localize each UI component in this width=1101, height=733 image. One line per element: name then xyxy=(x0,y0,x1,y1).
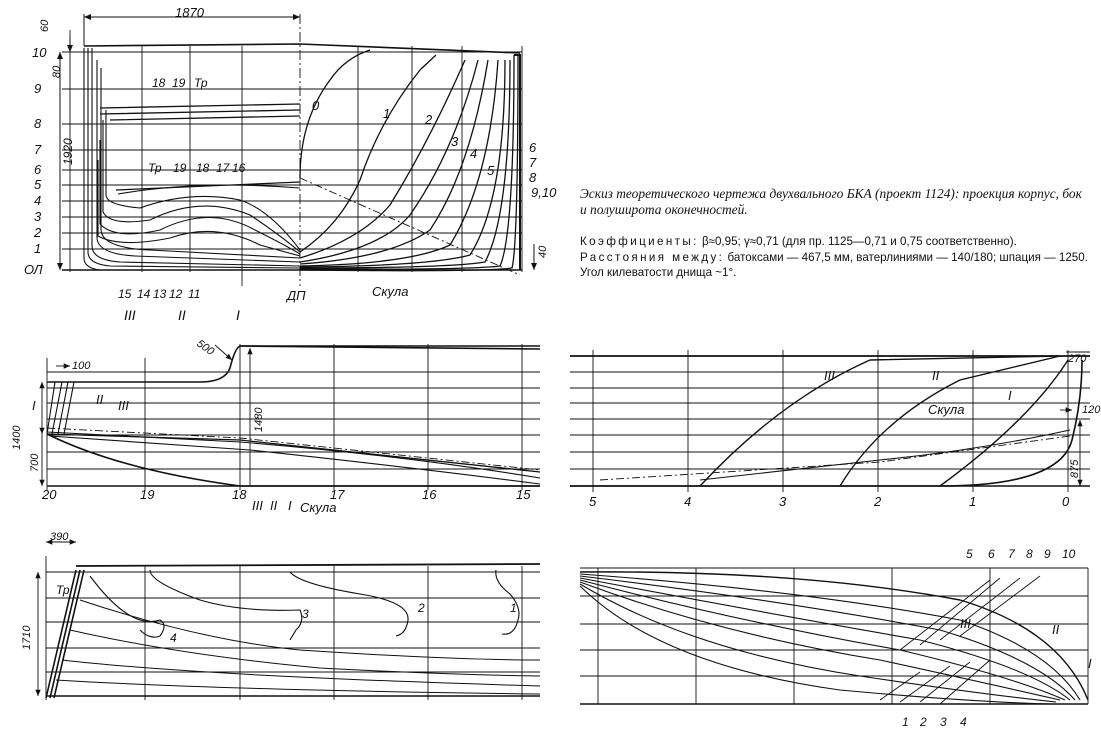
aft-station-18: 18 xyxy=(232,487,247,502)
fwd-plan-9: 9 xyxy=(1044,547,1051,561)
fwd-station-3: 3 xyxy=(779,494,787,509)
aft-station-20: 20 xyxy=(42,487,57,502)
coefficients-line xyxy=(580,234,1095,250)
fwd-plan-II: II xyxy=(1052,622,1060,637)
aft-station-16: 16 xyxy=(422,487,437,502)
station-18-top: 18 xyxy=(152,76,166,90)
station-2: 2 xyxy=(425,112,433,127)
buttock-II: II xyxy=(178,307,186,323)
station-7: 7 xyxy=(529,155,537,170)
deadrise-line: Угол килеватости днища ~1°. xyxy=(580,266,737,279)
wl-7: 7 xyxy=(34,142,42,157)
fwd-station-1: 1 xyxy=(969,494,977,509)
dim-700: 700 xyxy=(29,453,41,472)
station-11: 11 xyxy=(188,287,201,301)
wl-4: 4 xyxy=(34,193,42,208)
station-tr-mid: Тр xyxy=(148,161,162,175)
station-9-10: 9,10 xyxy=(531,185,557,200)
aft-bottom-II: II xyxy=(270,498,278,513)
wl-5: 5 xyxy=(34,177,42,192)
skula-label: Скула xyxy=(372,284,409,299)
fwd-profile-skula: Скула xyxy=(928,402,965,417)
aft-plan-2: 2 xyxy=(418,601,425,615)
wl-9: 9 xyxy=(34,81,42,96)
aft-bottom-I: I xyxy=(288,498,292,513)
coefficients-value: β≈0,95; γ≈0,71 (для пр. 1125—0,71 и 0,75 соответственно). xyxy=(701,235,1017,248)
wl-10: 10 xyxy=(32,45,47,60)
station-12: 12 xyxy=(169,287,183,301)
fwd-sections xyxy=(300,50,520,271)
wl-8: 8 xyxy=(34,116,42,131)
aft-plan-grid xyxy=(46,556,540,700)
wl-1: 1 xyxy=(34,241,42,256)
aft-bottom-III: III xyxy=(252,498,263,513)
wl-3: 3 xyxy=(34,209,42,224)
aft-profile-III: III xyxy=(118,398,129,413)
station-6: 6 xyxy=(529,140,537,155)
station-3: 3 xyxy=(451,134,459,149)
fwd-plan-b2: 2 xyxy=(920,715,927,729)
fwd-half-breadth xyxy=(580,568,1088,704)
dim-875: 875 xyxy=(1069,459,1081,478)
dim-500: 500 xyxy=(194,337,217,358)
station-13: 13 xyxy=(153,287,167,301)
station-tr-top: Тр xyxy=(194,76,208,90)
aft-profile-grid xyxy=(47,344,540,490)
aft-plan-tr: Тр xyxy=(56,583,70,597)
station-4: 4 xyxy=(470,146,478,161)
dim-120: 120 xyxy=(1082,404,1101,416)
station-0: 0 xyxy=(312,98,320,113)
dim-60: 60 xyxy=(39,19,51,32)
fwd-plan-8: 8 xyxy=(1026,547,1033,561)
aft-station-17: 17 xyxy=(330,487,345,502)
body-plan xyxy=(60,14,534,286)
fwd-plan-b4: 4 xyxy=(960,715,967,729)
station-16-mid: 16 xyxy=(232,161,246,175)
aft-profile-I: I xyxy=(32,398,36,413)
aft-profile-II: II xyxy=(96,392,104,407)
dim-1920: 1920 xyxy=(61,138,75,165)
fwd-plan-7: 7 xyxy=(1008,547,1015,561)
wl-2: 2 xyxy=(34,225,42,240)
fwd-plan-5: 5 xyxy=(966,547,973,561)
station-5: 5 xyxy=(487,163,495,178)
fwd-plan-b3: 3 xyxy=(940,715,947,729)
buttock-I: I xyxy=(236,307,240,323)
dim-390: 390 xyxy=(50,531,69,543)
station-1: 1 xyxy=(383,106,391,121)
dim-1400: 1400 xyxy=(11,425,23,450)
fwd-profile-I: I xyxy=(1008,388,1012,403)
coefficients-label: Коэффициенты: xyxy=(580,235,699,248)
fwd-profile-III: III xyxy=(824,368,835,383)
fwd-plan-III: III xyxy=(960,616,971,631)
aft-plan-4: 4 xyxy=(170,631,177,645)
dp-label: ДП xyxy=(287,288,306,303)
wl-6: 6 xyxy=(34,162,42,177)
figure-caption: Эскиз теоретического чертежа двухвального БКА (проект 1124): проекция корпус, бок и полуширота оконечностей. xyxy=(580,186,1082,217)
distances-line xyxy=(580,250,1095,266)
distances-value: батоксами — 467,5 мм, ватерлиниями — 140/180; шпация — 1250. xyxy=(727,250,1088,264)
fwd-station-2: 2 xyxy=(874,494,882,509)
station-18-mid: 18 xyxy=(196,161,210,175)
fwd-plan-grid xyxy=(580,568,1088,704)
aft-bottom-skula: Скула xyxy=(300,500,337,515)
dim-100: 100 xyxy=(72,360,91,372)
buttock-III: III xyxy=(124,307,136,323)
wl-baseline: ОЛ xyxy=(24,262,43,277)
station-19-top: 19 xyxy=(172,76,186,90)
aft-station-15: 15 xyxy=(516,487,531,502)
aft-sections xyxy=(84,48,300,270)
fwd-plan-10: 10 xyxy=(1062,547,1076,561)
fwd-station-4: 4 xyxy=(684,494,692,509)
aft-plan-1: 1 xyxy=(510,601,517,615)
dim-1480: 1480 xyxy=(253,407,265,432)
fwd-profile-II: II xyxy=(932,368,940,383)
station-19-mid: 19 xyxy=(173,161,187,175)
station-8: 8 xyxy=(529,170,537,185)
dim-270: 270 xyxy=(1068,353,1087,365)
fwd-station-5: 5 xyxy=(589,494,597,509)
distances-label: Расстояния между: xyxy=(580,250,725,264)
fwd-plan-I: I xyxy=(1088,656,1092,671)
aft-half-breadth xyxy=(38,542,540,700)
dim-80: 80 xyxy=(51,65,63,78)
fwd-plan-b1: 1 xyxy=(902,715,909,729)
station-17-mid: 17 xyxy=(216,161,230,175)
station-15: 15 xyxy=(118,287,132,301)
fwd-station-0: 0 xyxy=(1062,494,1070,509)
station-14: 14 xyxy=(137,287,151,301)
dim-1710: 1710 xyxy=(21,625,33,650)
dim-1870: 1870 xyxy=(175,5,204,20)
aft-profile xyxy=(42,344,540,490)
fwd-plan-6: 6 xyxy=(988,547,995,561)
aft-plan-3: 3 xyxy=(302,607,309,621)
coefficients-block xyxy=(580,234,1095,281)
dim-40: 40 xyxy=(537,245,549,258)
aft-station-19: 19 xyxy=(140,487,155,502)
